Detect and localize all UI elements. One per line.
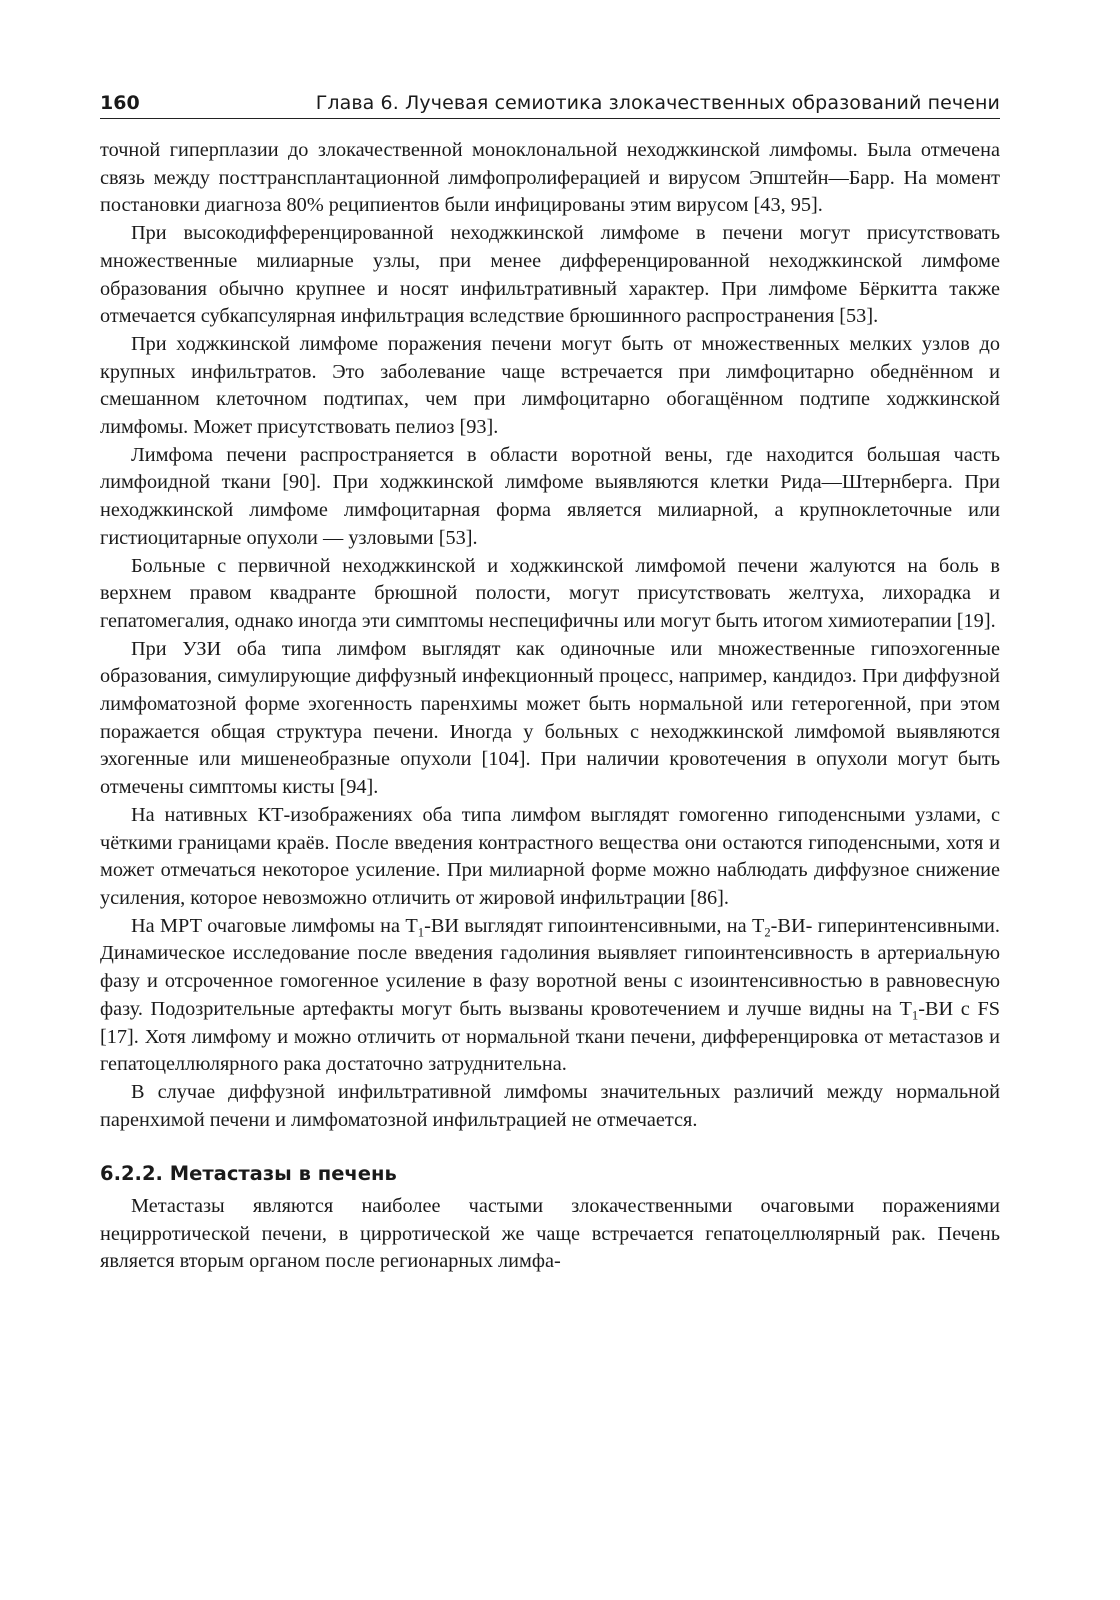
- paragraph: Больные с первичной неходжкинской и ходжкинской лимфомой печени жалуются на боль в верхнем правом квадранте брюшной полости, могут присутствовать желтуха, лихорадка и гепатомегалия, однако иногда эти симптомы неспецифичны или могут быть итогом химиотерапии [19].: [100, 554, 1000, 632]
- subscript-t1: 1: [417, 925, 425, 940]
- paragraph: При высокодифференцированной неходжкинской лимфоме в печени могут присутствовать множественные милиарные узлы, при менее дифференцированной неходжкинской лимфоме образования обычно крупнее и носят инфильтративный характер. При лимфоме Бёркитта также отмечается субкапсулярная инфильтрация вследствие брюшинного распространения [53].: [100, 222, 1000, 328]
- paragraph: Метастазы являются наиболее частыми злокачественными очаговыми поражениями нецирротической печени, в цирротической же чаще встречается гепатоцеллюлярный рак. Печень является вторым органом после регионарных лимфа-: [100, 1195, 1000, 1273]
- paragraph: На нативных КТ-изображениях оба типа лимфом выглядят гомогенно гиподенсными узлами, с чёткими границами краёв. После введения контрастного вещества они остаются гиподенсными, хотя и может отмечаться некоторое усиление. При милиарной форме можно наблюдать диффузное снижение усиления, которое невозможно отличить от жировой инфильтрации [86].: [100, 803, 1000, 909]
- book-page: [100, 92, 1000, 1276]
- mri-text-3: -ВИ- гиперинтенсивными. Динамическое исследование после введения гадолиния выявляет гипоинтенсивность в артериальную фазу и отсроченное гомогенное усиление в фазу воротной вены с изоинтенсивностью в равновесную фазу. Подозрительные артефакты могут быть вызваны кровотечением и лучше видны на T: [100, 914, 1000, 1020]
- paragraph: Лимфома печени распространяется в области воротной вены, где находится большая часть лимфоидной ткани [90]. При ходжкинской лимфоме выявляются клетки Рида—Штернберга. При неходжкинской лимфоме лимфоцитарная форма является милиарной, а крупноклеточные или гистиоцитарные опухоли — узловыми [53].: [100, 443, 1000, 549]
- running-header: [100, 92, 1000, 119]
- paragraph: точной гиперплазии до злокачественной моноклональной неходжкинской лимфомы. Была отмечена связь между посттрансплантационной лимфопролиферацией и вирусом Эпштейн—Барр. На момент постановки диагноза 80% реципиентов были инфицированы этим вирусом [43, 95].: [100, 139, 1000, 217]
- section-number: 6.2.2.: [100, 1162, 163, 1186]
- mri-paragraph: [100, 913, 1000, 1079]
- section-heading: [100, 1160, 1000, 1188]
- paragraph: В случае диффузной инфильтративной лимфомы значительных различий между нормальной паренхимой печени и лимфоматозной инфильтрацией не отмечается.: [100, 1080, 1000, 1131]
- mri-text-2: -ВИ выглядят гипоинтенсивными, на T: [424, 914, 765, 937]
- chapter-title: Глава 6. Лучевая семиотика злокачественных образований печени: [315, 92, 1000, 114]
- subscript-t1-fs: 1: [911, 1008, 919, 1023]
- mri-text-4: -ВИ с FS [17]. Хотя лимфому и можно отличить от нормальной ткани печени, дифференцировка от метастазов и гепатоцеллюлярного рака достаточно затруднительна.: [100, 997, 1000, 1076]
- body-text: [100, 137, 1000, 1276]
- section-title: Метастазы в печень: [169, 1162, 397, 1186]
- paragraph: При ходжкинской лимфоме поражения печени могут быть от множественных мелких узлов до крупных инфильтратов. Это заболевание чаще встречается при лимфоцитарно обеднённом и смешанном клеточном подтипах, чем при лимфоцитарно обогащённом подтипе ходжкинской лимфомы. Может присутствовать пелиоз [93].: [100, 332, 1000, 439]
- subscript-t2: 2: [764, 925, 771, 940]
- paragraph: При УЗИ оба типа лимфом выглядят как одиночные или множественные гипоэхогенные образования, симулирующие диффузный инфекционный процесс, например, кандидоз. При диффузной лимфоматозной форме эхогенность паренхимы может быть нормальной или гетерогенной, при этом поражается общая структура печени. Иногда у больных с неходжкинской лимфомой выявляются эхогенные или мишенеобразные опухоли [104]. При наличии кровотечения в опухоли могут быть отмечены симптомы кисты [94].: [100, 637, 1000, 799]
- mri-text-1: На МРТ очаговые лимфомы на T: [131, 914, 418, 937]
- page-number: 160: [100, 92, 140, 114]
